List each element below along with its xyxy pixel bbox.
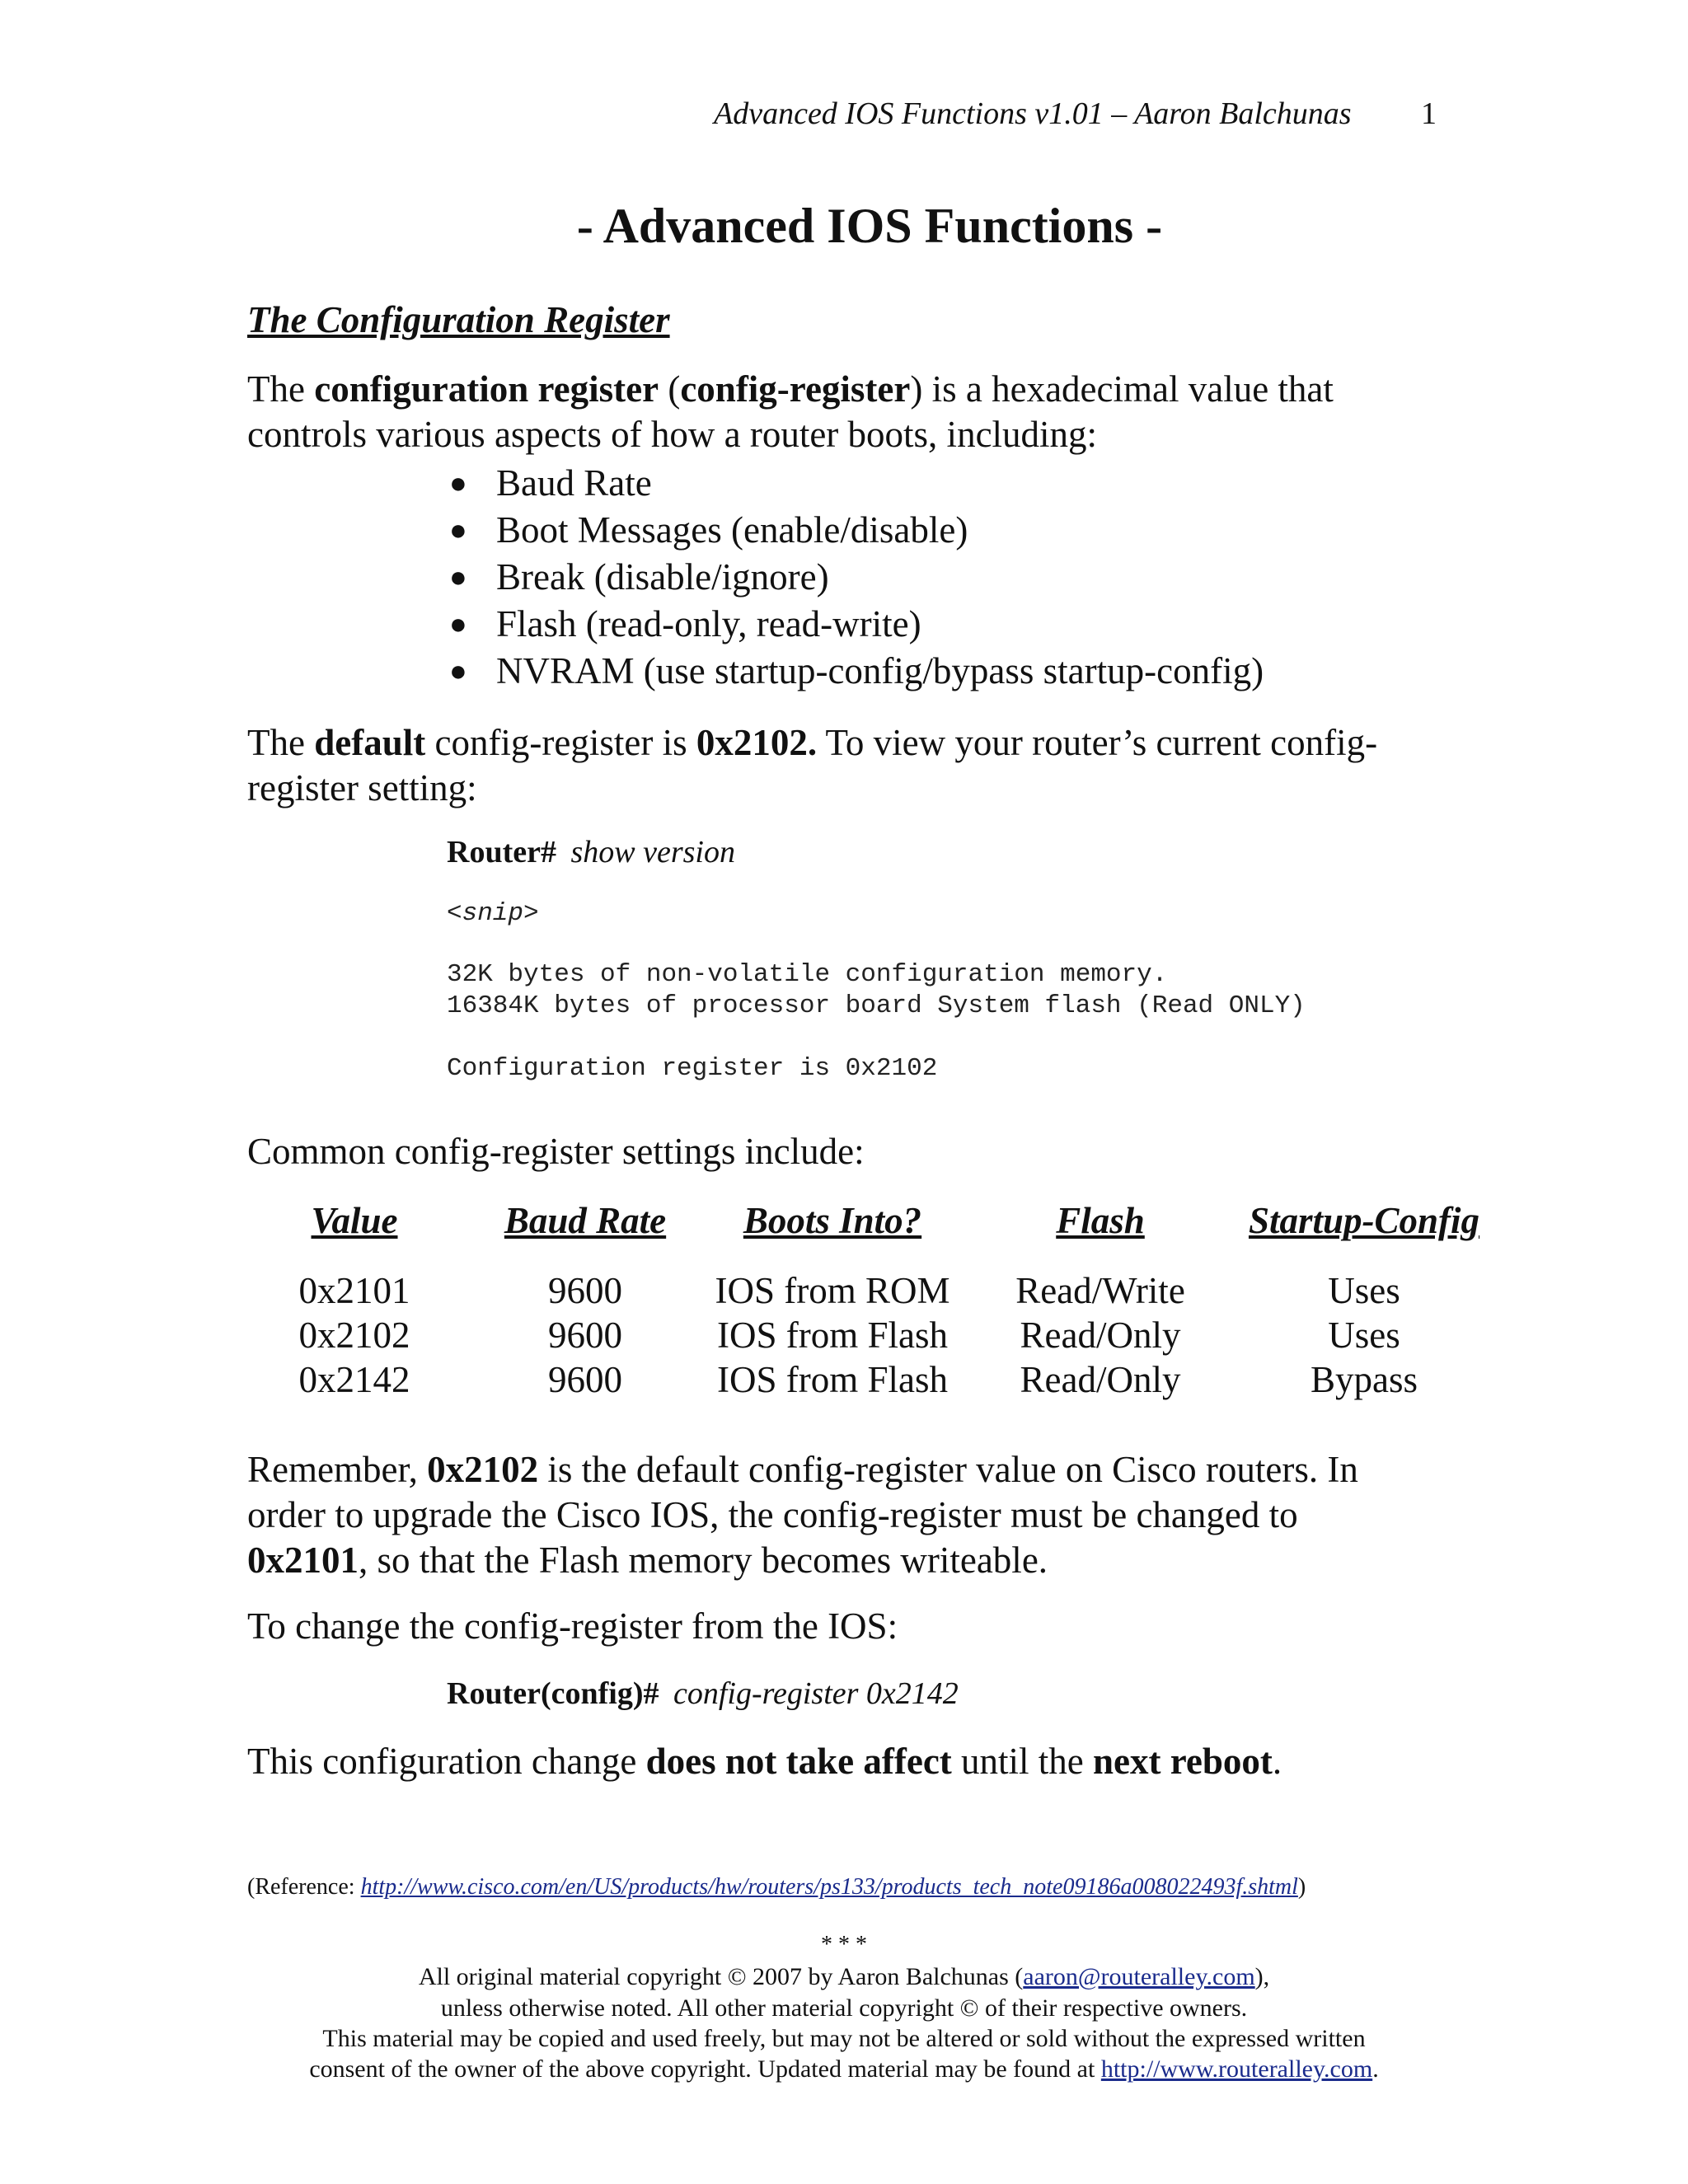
footer-separator: * * * [821,1932,867,1957]
default-paragraph: The default config-register is 0x2102. To view your router’s current config- register setting: [247,722,1378,808]
reference-note: (Reference: http://www.cisco.com/en/US/products/hw/routers/ps133/products_tech_note09186a008022493f.shtml) [247,1874,1306,1900]
column-header: Startup-Config [1248,1200,1480,1241]
change-intro: To change the config-register from the IOS: [247,1605,898,1647]
running-header: Advanced IOS Functions v1.01 – Aaron Balchunas [714,96,1352,131]
bullet-icon: ● [449,560,467,593]
email-link[interactable]: aaron@routeralley.com [1023,1963,1255,1990]
column-header: Value [311,1200,398,1241]
table-intro: Common config-register settings include: [247,1131,865,1172]
table-cell: 0x2101 [298,1270,410,1311]
column-header: Baud Rate [504,1200,667,1241]
table-cell: IOS from Flash [717,1359,948,1400]
show-version-command: Router# show version [447,835,735,869]
table-cell: Read/Write [1015,1270,1185,1311]
bullet-icon: ● [449,607,467,640]
output-line: Configuration register is 0x2102 [447,1054,938,1083]
feature-list [449,460,1264,695]
output-line: 32K bytes of non-volatile configuration memory. [447,960,1168,989]
table-cell: Read/Only [1020,1315,1181,1356]
footer-copyright: All original material copyright © 2007 by Aaron Balchunas (aaron@routeralley.com), [418,1963,1270,1990]
bullet-icon: ● [449,654,467,687]
column-header: Flash [1056,1200,1145,1241]
table-cell: Uses [1328,1270,1400,1311]
output-snip: <snip> [447,899,539,928]
list-item: ● Boot Messages (enable/disable) [449,507,1264,554]
reference-link[interactable]: http://www.cisco.com/en/US/products/hw/routers/ps133/products_tech_note09186a008022493f.shtml [360,1874,1298,1900]
bullet-icon: ● [449,513,467,546]
list-item: ● Flash (read-only, read-write) [449,601,1264,648]
table-cell: 0x2102 [298,1315,410,1356]
footer-line: consent of the owner of the above copyright. Updated material may be found at http://www.routeralley.com. [309,2055,1379,2083]
table-cell: 9600 [548,1315,622,1356]
list-item: ● NVRAM (use startup-config/bypass startup-config) [449,648,1264,695]
list-item: ● Break (disable/ignore) [449,554,1264,601]
page-title: - Advanced IOS Functions - [576,199,1163,253]
table-cell: 0x2142 [298,1359,410,1400]
intro-paragraph: The configuration register (config-register) is a hexadecimal value that controls various aspects of how a router boots, including: [247,368,1334,455]
table-cell: IOS from ROM [715,1270,950,1311]
website-link[interactable]: http://www.routeralley.com [1100,2055,1373,2083]
table-cell: Uses [1328,1315,1400,1356]
table-cell: 9600 [548,1359,622,1400]
bullet-icon: ● [449,466,467,499]
footer-line: This material may be copied and used freely, but may not be altered or sold without the expressed written [322,2025,1366,2052]
column-header: Boots Into? [743,1200,922,1241]
footer-line: unless otherwise noted. All other material copyright © of their respective owners. [440,1994,1248,2022]
output-line: 16384K bytes of processor board System flash (Read ONLY) [447,991,1306,1020]
table-cell: Bypass [1310,1359,1418,1400]
page-number: 1 [1421,96,1437,131]
table-cell: Read/Only [1020,1359,1181,1400]
reboot-paragraph: This configuration change does not take affect until the next reboot. [247,1741,1282,1782]
table-cell: IOS from Flash [717,1315,948,1356]
remember-paragraph: Remember, 0x2102 is the default config-register value on Cisco routers. In order to upgrade the Cisco IOS, the config-register must be changed to 0x2101, so that the Flash memory becomes writeable. [247,1449,1358,1581]
section-heading: The Configuration Register [247,299,670,340]
table-cell: 9600 [548,1270,622,1311]
list-item: ● Baud Rate [449,460,1264,507]
config-register-command: Router(config)# config-register 0x2142 [447,1676,959,1711]
